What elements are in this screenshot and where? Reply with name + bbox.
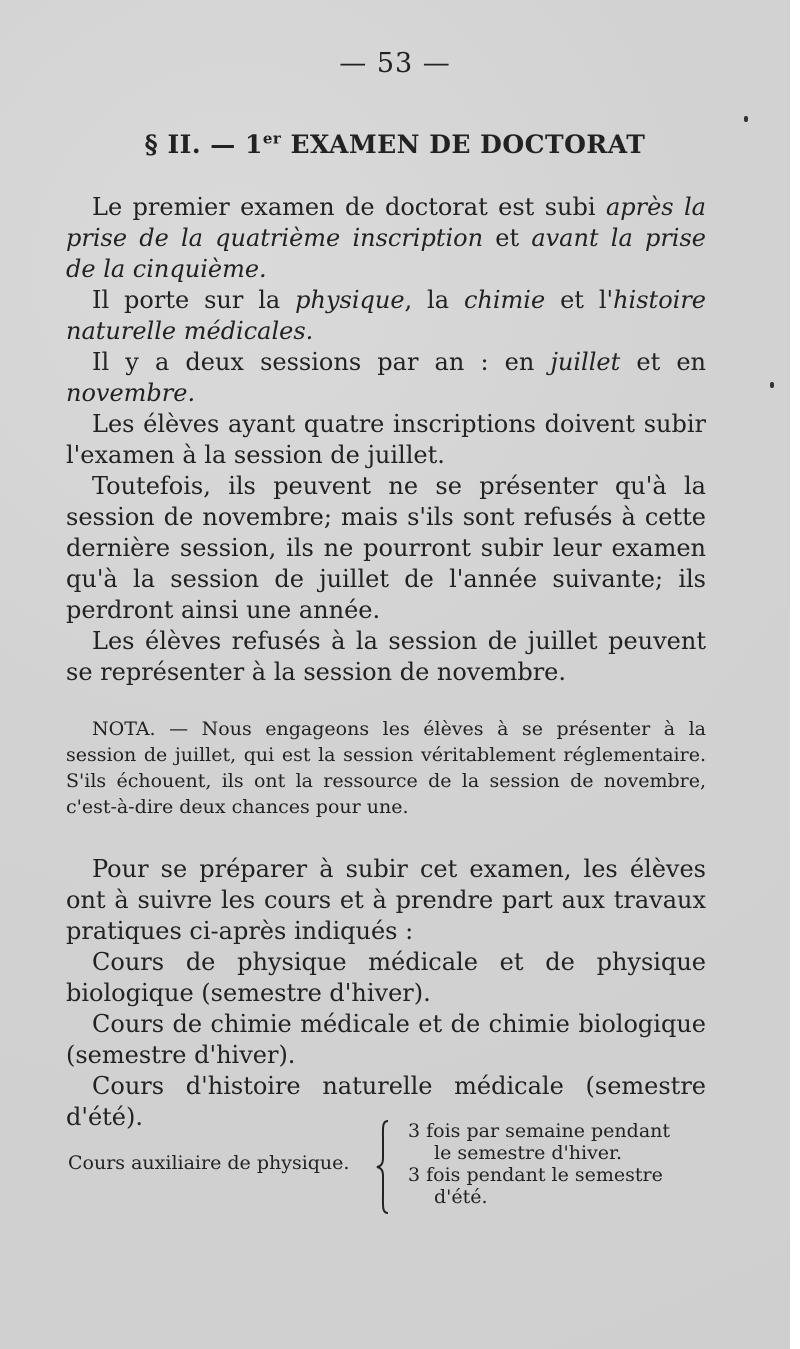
paragraph-november-session: Toutefois, ils peuvent ne se présenter qu'à la session de novembre; mais s'ils sont refusés à cette dernière session, ils ne pourront subir leur examen qu'à la session de juillet de l'année suivante; ils perdront ainsi une année. bbox=[66, 472, 706, 624]
section-prefix: § II. — 1 bbox=[144, 130, 263, 159]
ink-speck bbox=[744, 116, 748, 122]
section-title bbox=[0, 130, 790, 159]
italic-run: chimie bbox=[463, 286, 546, 314]
text-run: et l' bbox=[545, 286, 614, 314]
page-edge bbox=[790, 0, 800, 1349]
page-number: — 53 — bbox=[339, 48, 451, 79]
italic-run: après la prise de la quatrième inscription bbox=[66, 193, 706, 252]
text-run: et en bbox=[620, 348, 706, 376]
text-run: Le premier examen de doctorat est subi bbox=[92, 193, 606, 221]
nota-text: NOTA. — Nous engageons les élèves à se présenter à la session de juillet, qui est la session véritablement réglementaire. S'ils échouent, ils ont la ressource de la session de novembre, c'est-à-dire deux chances pour une. bbox=[66, 718, 706, 818]
paragraph-physics-course: Cours de physique médicale et de physique biologique (semestre d'hiver). bbox=[66, 948, 706, 1007]
italic-run: histoire naturelle médicales. bbox=[66, 286, 706, 345]
paragraph-refused-students: Les élèves refusés à la session de juillet peuvent se représenter à la session de novembre. bbox=[66, 627, 706, 686]
nota-block bbox=[66, 716, 706, 820]
curly-brace-icon bbox=[376, 1120, 390, 1214]
schedule-line: le semestre d'hiver. bbox=[434, 1142, 623, 1164]
text-run: et bbox=[483, 224, 532, 252]
auxiliary-schedule bbox=[408, 1120, 708, 1208]
section-title-text: EXAMEN DE DOCTORAT bbox=[281, 130, 646, 159]
preparation-text bbox=[66, 854, 706, 1133]
paragraph-sessions bbox=[66, 347, 706, 409]
auxiliary-course-block bbox=[68, 1118, 708, 1218]
italic-run: novembre. bbox=[66, 379, 196, 407]
paragraph-exam-subjects bbox=[66, 285, 706, 347]
italic-run: juillet bbox=[550, 348, 621, 376]
italic-run: physique bbox=[295, 286, 405, 314]
paragraph-july-session: Les élèves ayant quatre inscriptions doivent subir l'examen à la session de juillet. bbox=[66, 410, 706, 469]
text-run: Il y a deux sessions par an : en bbox=[92, 348, 551, 376]
ink-speck bbox=[770, 382, 774, 388]
schedule-line: 3 fois pendant le semestre bbox=[408, 1164, 663, 1186]
paragraph-chemistry-course: Cours de chimie médicale et de chimie biologique (semestre d'hiver). bbox=[66, 1010, 706, 1069]
auxiliary-course-label: Cours auxiliaire de physique. bbox=[68, 1152, 350, 1174]
text-run: Il porte sur la bbox=[92, 286, 296, 314]
section-ordinal-suffix: er bbox=[262, 129, 282, 148]
schedule-line: 3 fois par semaine pendant bbox=[408, 1120, 671, 1142]
paragraph-natural-history-course: Cours d'histoire naturelle médicale (semestre d'été). bbox=[66, 1072, 706, 1131]
text-run: , la bbox=[404, 286, 464, 314]
main-text bbox=[66, 192, 706, 688]
paragraph-exam-timing bbox=[66, 192, 706, 285]
schedule-line: d'été. bbox=[434, 1186, 488, 1208]
italic-run: avant la prise de la cinquième. bbox=[66, 224, 706, 283]
paragraph-preparation: Pour se préparer à subir cet examen, les élèves ont à suivre les cours et à prendre part aux travaux pratiques ci-après indiqués : bbox=[66, 855, 706, 945]
